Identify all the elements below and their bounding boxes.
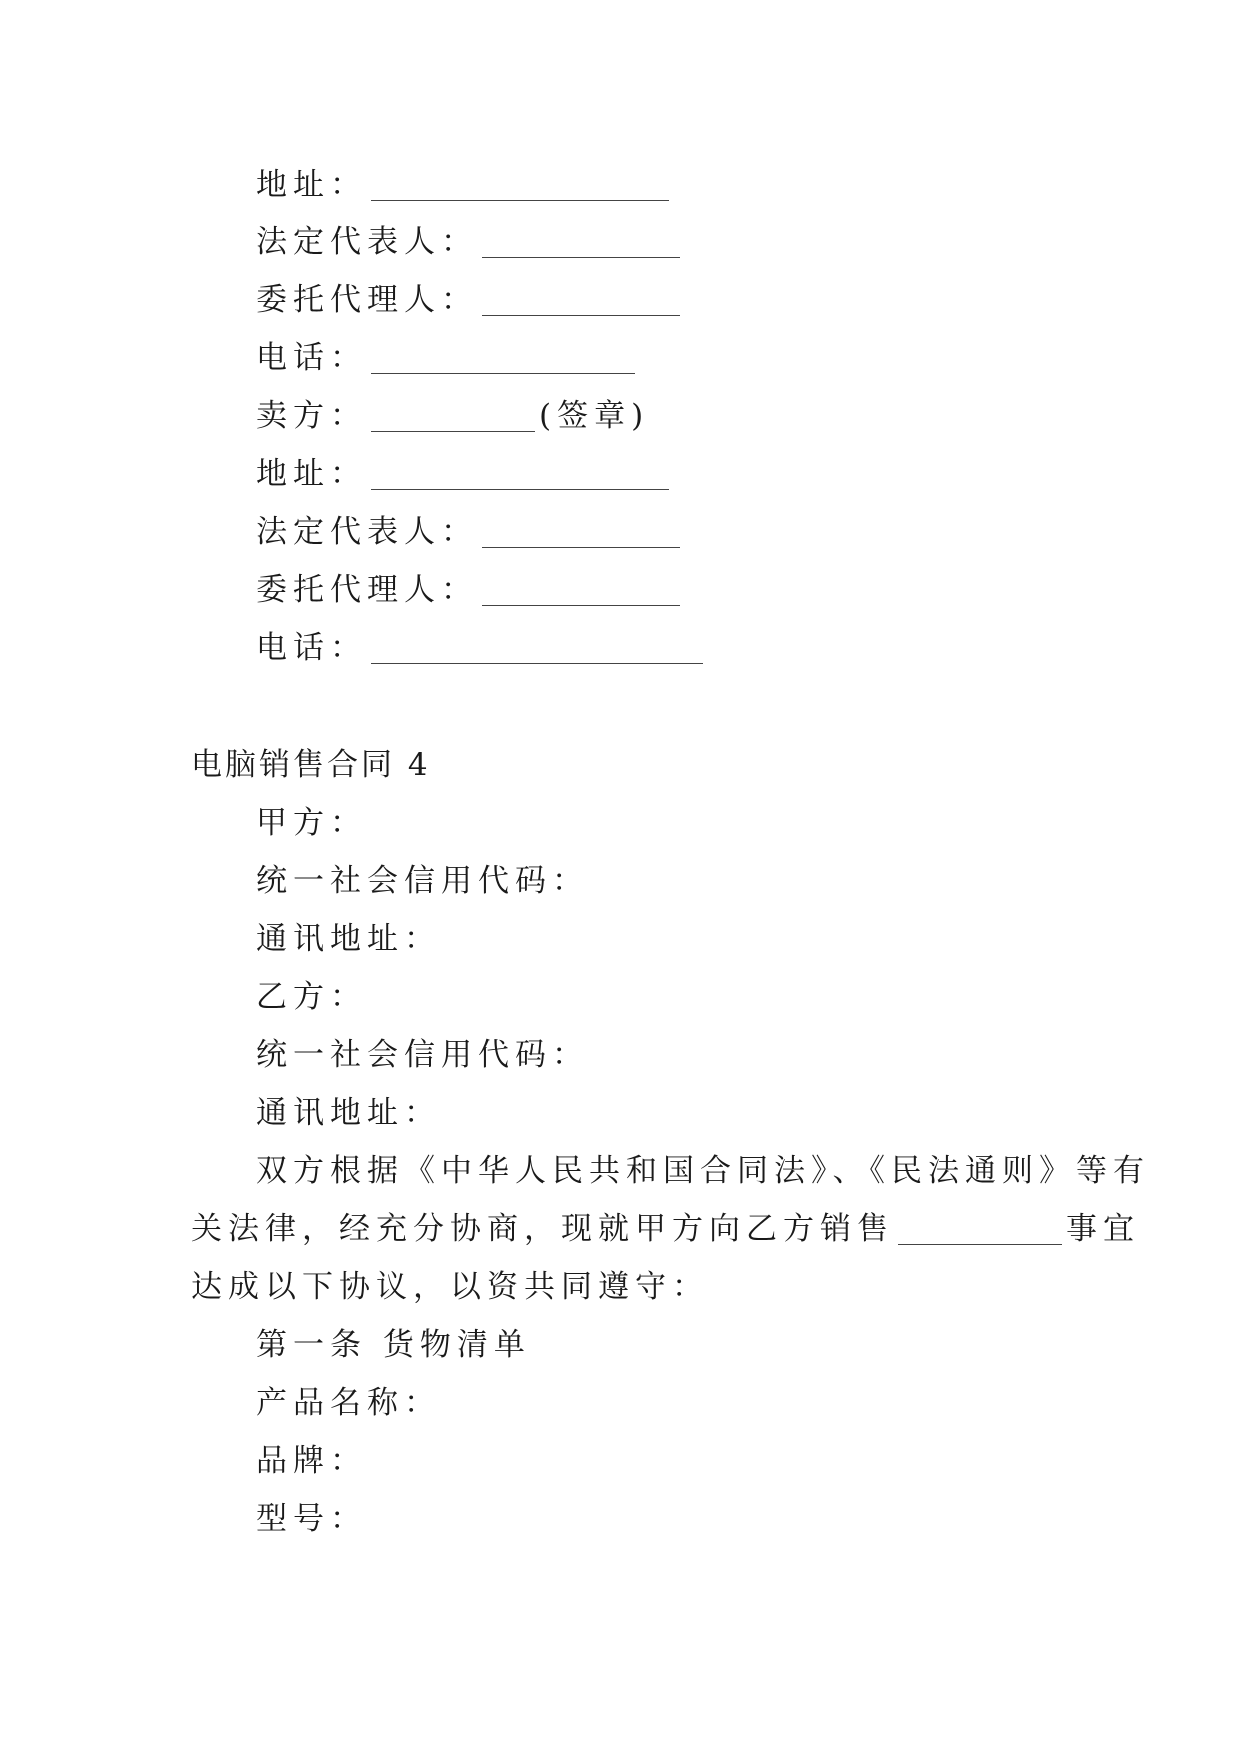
buyer-agent-line (256, 280, 684, 320)
preamble-line-3: 达成以下协议，以资共同遵守： (191, 1269, 709, 1305)
contract-title: 电脑销售合同 4 (191, 747, 431, 783)
seller-phone-label: 电话： (256, 630, 367, 666)
model-label: 型号： (256, 1501, 367, 1537)
seller-phone-line (256, 628, 707, 668)
seller-address-label: 地址： (256, 456, 367, 492)
buyer-phone-blank (371, 372, 635, 374)
preamble-line-1: 双方根据《中华人民共和国合同法》、《民法通则》等有 (256, 1153, 1150, 1189)
buyer-agent-blank (482, 314, 680, 316)
seller-label: 卖方： (256, 398, 367, 434)
preamble-line-2-pre: 关法律，经充分协商，现就甲方向乙方销售 (191, 1211, 894, 1247)
buyer-agent-label: 委托代理人： (256, 282, 478, 318)
preamble-line-2-post: 事宜 (1066, 1211, 1140, 1247)
seal-text: (签章) (539, 398, 650, 434)
seller-agent-line (256, 570, 684, 610)
seller-address-blank (371, 488, 669, 490)
seller-agent-label: 委托代理人： (256, 572, 478, 608)
party-a-label: 甲方： (256, 805, 367, 841)
seller-agent-blank (482, 604, 680, 606)
buyer-address-line (256, 165, 673, 205)
seller-line (256, 396, 649, 436)
party-b-address: 通讯地址： (256, 1095, 441, 1131)
party-a-credit-code: 统一社会信用代码： (256, 863, 589, 899)
preamble-line-2 (191, 1209, 1140, 1249)
party-a-address: 通讯地址： (256, 921, 441, 957)
seller-blank (371, 430, 535, 432)
preamble-sale-blank (898, 1243, 1062, 1245)
buyer-legal-rep-blank (482, 256, 680, 258)
brand-label: 品牌： (256, 1443, 367, 1479)
party-b-label: 乙方： (256, 979, 367, 1015)
seller-phone-blank (371, 662, 703, 664)
buyer-phone-label: 电话： (256, 340, 367, 376)
buyer-address-blank (371, 199, 669, 201)
seller-legal-rep-blank (482, 546, 680, 548)
seller-legal-rep-line (256, 512, 684, 552)
buyer-legal-rep-label: 法定代表人： (256, 224, 478, 260)
seller-legal-rep-label: 法定代表人： (256, 514, 478, 550)
buyer-address-label: 地址： (256, 167, 367, 203)
buyer-legal-rep-line (256, 222, 684, 262)
party-b-credit-code: 统一社会信用代码： (256, 1037, 589, 1073)
product-name-label: 产品名称： (256, 1385, 441, 1421)
seller-address-line (256, 454, 673, 494)
buyer-phone-line (256, 338, 639, 378)
article-1-heading: 第一条 货物清单 (256, 1327, 531, 1363)
